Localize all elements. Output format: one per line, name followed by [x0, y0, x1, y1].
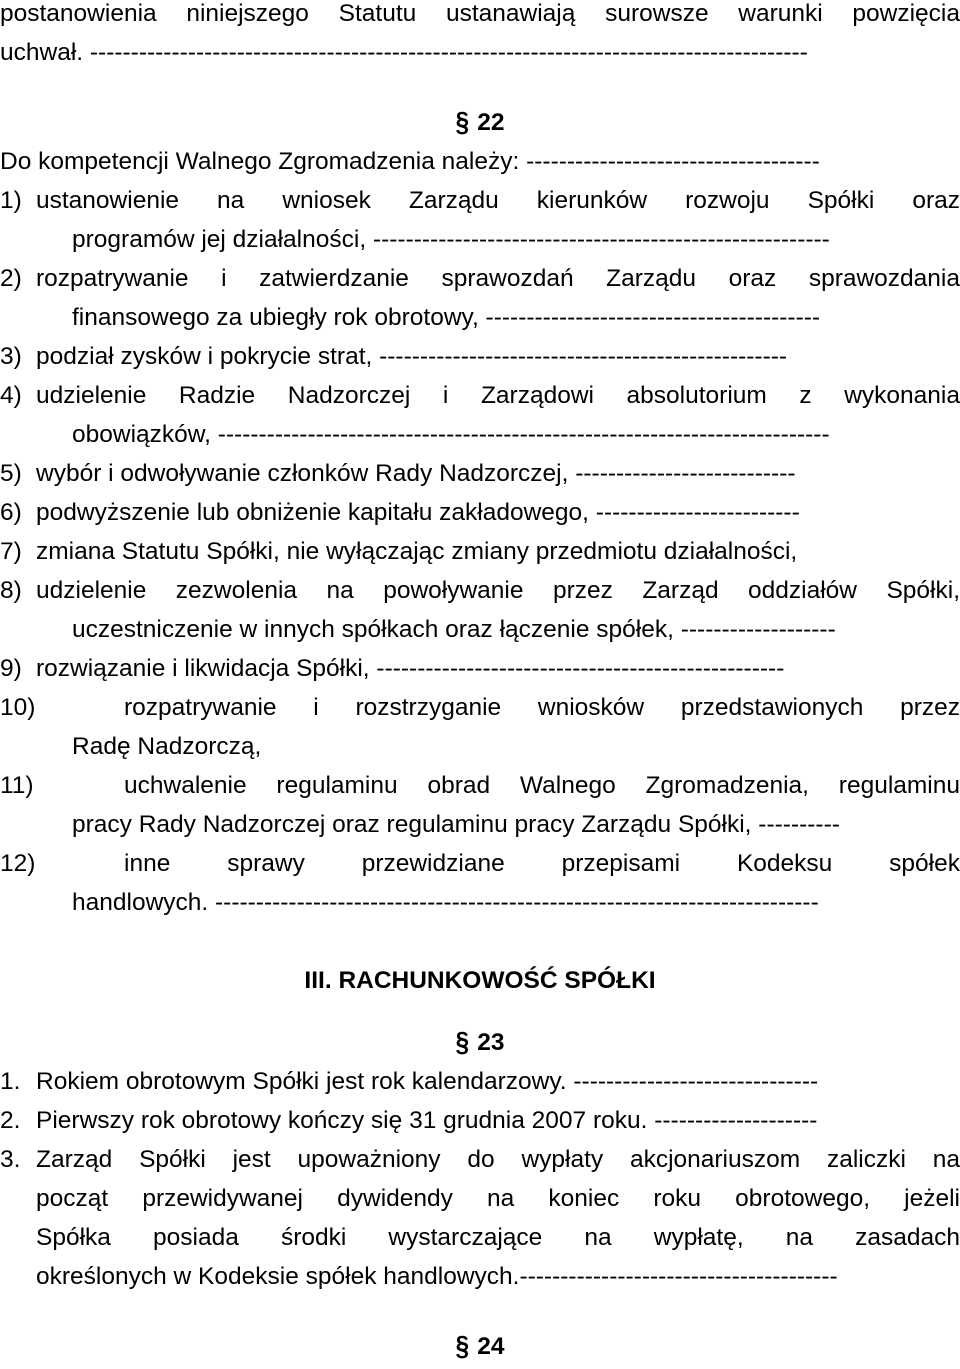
list-item-text: rozpatrywanie i zatwierdzanie sprawozdań Zarządu oraz sprawozdania	[36, 265, 960, 292]
list-item-number: 2)	[0, 265, 22, 292]
list-item	[0, 220, 960, 259]
list-item-text: Radę Nadzorczą,	[72, 733, 262, 760]
list-item-text: udzielenie Radzie Nadzorczej i Zarządowi absolutorium z wykonania	[36, 382, 960, 409]
section-23-heading	[0, 1023, 960, 1062]
list-item-text: Spółka posiada środki wystarczające na wypłatę, na zasadach	[36, 1224, 960, 1251]
list-item-text: inne sprawy przewidziane przepisami Kodeksu spółek	[124, 850, 960, 877]
list-item-number: 3)	[0, 343, 22, 370]
list-item	[0, 1062, 960, 1101]
list-item	[0, 298, 960, 337]
list-item	[0, 376, 960, 415]
list-item	[0, 805, 960, 844]
list-item	[0, 1179, 960, 1218]
list-item-text: określonych w Kodeksie spółek handlowych.---------------------------------------	[36, 1263, 838, 1290]
list-item-text: Pierwszy rok obrotowy kończy się 31 grudnia 2007 roku. --------------------	[36, 1107, 818, 1134]
list-item-text: rozpatrywanie i rozstrzyganie wniosków przedstawionych przez	[124, 694, 960, 721]
list-item-text: podział zysków i pokrycie strat, --------------------------------------------------	[36, 343, 788, 370]
list-item	[0, 181, 960, 220]
section-22-heading	[0, 103, 960, 142]
list-item	[0, 415, 960, 454]
list-item	[0, 259, 960, 298]
list-item-text: Rokiem obrotowym Spółki jest rok kalendarzowy. ------------------------------	[36, 1068, 819, 1095]
section-number: 24	[477, 1333, 505, 1360]
list-item-text: pracy Rady Nadzorczej oraz regulaminu pracy Zarządu Spółki, ----------	[72, 811, 840, 838]
list-item-text: uczestniczenie w innych spółkach oraz łączenie spółek, -------------------	[72, 616, 836, 643]
section-23-list	[0, 1062, 960, 1296]
list-item	[0, 610, 960, 649]
list-item-text: finansowego za ubiegły rok obrotowy, -----------------------------------------	[72, 304, 821, 331]
list-item	[0, 649, 960, 688]
list-item	[0, 571, 960, 610]
list-item-number: 10)	[0, 694, 36, 721]
list-item-number: 8)	[0, 577, 22, 604]
section-number: 22	[477, 109, 505, 136]
list-item-text: udzielenie zezwolenia na powoływanie przez Zarząd oddziałów Spółki,	[36, 577, 960, 604]
list-item-text: handlowych. --------------------------------------------------------------------------	[72, 889, 819, 916]
list-item-number: 9)	[0, 655, 22, 682]
list-item-number: 3.	[0, 1146, 21, 1173]
list-item-number: 2.	[0, 1107, 21, 1134]
list-item-number: 11)	[0, 772, 34, 799]
list-item	[0, 844, 960, 883]
section-number: 23	[477, 1029, 505, 1056]
intro-line-2: uchwał. ----------------------------------------------------------------------------------------	[0, 39, 808, 66]
list-item-number: 4)	[0, 382, 22, 409]
list-item-number: 12)	[0, 850, 36, 877]
list-item-number: 6)	[0, 499, 22, 526]
list-item-number: 7)	[0, 538, 22, 565]
list-item-text: Zarząd Spółki jest upoważniony do wypłaty akcjonariuszom zaliczki na	[36, 1146, 960, 1173]
list-item	[0, 688, 960, 727]
list-item-text: wybór i odwoływanie członków Rady Nadzorczej, ---------------------------	[36, 460, 796, 487]
list-item	[0, 766, 960, 805]
list-item	[0, 1140, 960, 1179]
list-item-number: 1.	[0, 1068, 21, 1095]
list-item-number: 1)	[0, 187, 22, 214]
list-item-text: uchwalenie regulaminu obrad Walnego Zgromadzenia, regulaminu	[124, 772, 960, 799]
list-item	[0, 532, 960, 571]
list-item	[0, 727, 960, 766]
section-22-list	[0, 181, 960, 922]
chapter-heading: III. RACHUNKOWOŚĆ SPÓŁKI	[304, 967, 656, 994]
section-24-heading	[0, 1327, 960, 1366]
section-22-lead: Do kompetencji Walnego Zgromadzenia należy: ------------------------------------	[0, 148, 820, 175]
list-item-text: obowiązków, ---------------------------------------------------------------------------	[72, 421, 830, 448]
section-symbol: §	[455, 1330, 470, 1363]
list-item	[0, 1257, 960, 1296]
list-item-text: programów jej działalności, --------------------------------------------------------	[72, 226, 830, 253]
list-item-text: zmiana Statutu Spółki, nie wyłączając zmiany przedmiotu działalności,	[36, 538, 798, 565]
list-item	[0, 454, 960, 493]
list-item	[0, 337, 960, 376]
intro-line-1: postanowienia niniejszego Statutu ustanawiają surowsze warunki powzięcia	[0, 0, 960, 27]
list-item	[0, 1218, 960, 1257]
list-item-number: 5)	[0, 460, 22, 487]
list-item-text: podwyższenie lub obniżenie kapitału zakładowego, -------------------------	[36, 499, 800, 526]
list-item	[0, 493, 960, 532]
list-item	[0, 1101, 960, 1140]
list-item	[0, 883, 960, 922]
list-item-text: począt przewidywanej dywidendy na koniec roku obrotowego, jeżeli	[36, 1185, 960, 1212]
section-symbol: §	[455, 106, 470, 139]
list-item-text: ustanowienie na wniosek Zarządu kierunków rozwoju Spółki oraz	[36, 187, 960, 214]
section-symbol: §	[455, 1026, 470, 1059]
list-item-text: rozwiązanie i likwidacja Spółki, --------------------------------------------------	[36, 655, 785, 682]
